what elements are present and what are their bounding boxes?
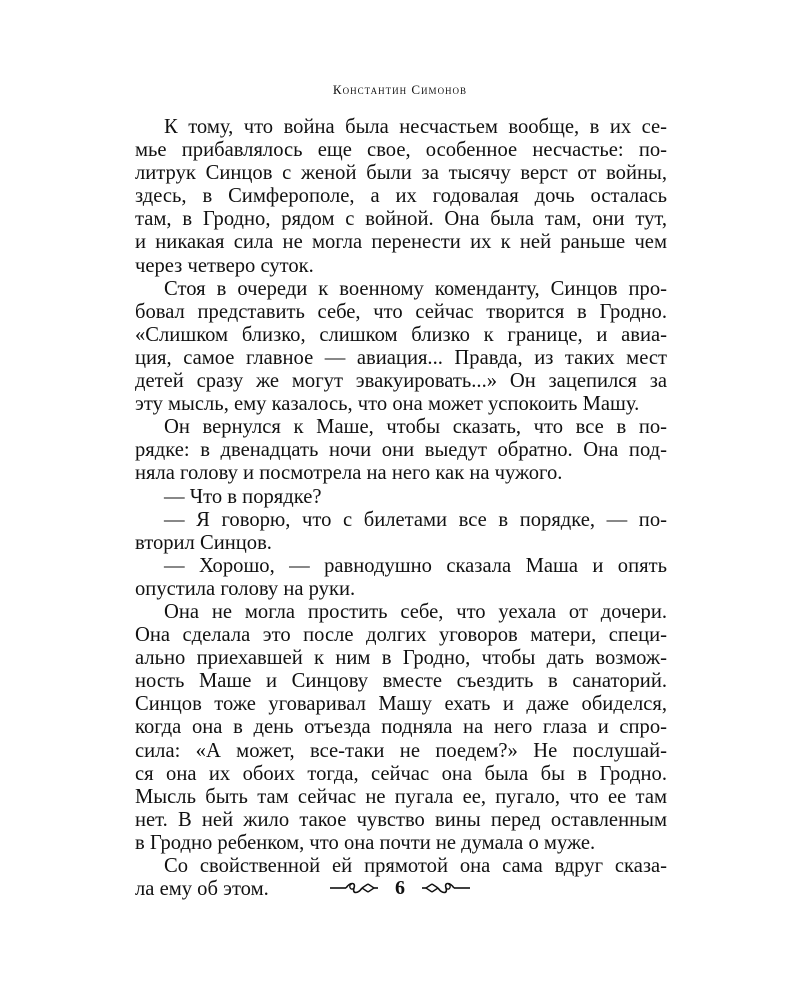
- text-line: ла ему об этом.: [135, 878, 269, 901]
- text-line: Она сделала это после долгих уговоров матери, специ-: [135, 624, 667, 647]
- text-line: там, в Гродно, рядом с войной. Она была там, они тут,: [135, 208, 667, 231]
- text-line: ально приехавшей к ним в Гродно, чтобы дать возмож-: [135, 647, 667, 670]
- page-number: 6: [395, 876, 405, 899]
- paragraph: [135, 278, 667, 417]
- text-line: и никакая сила не могла перенести их к ней раньше чем: [135, 231, 667, 254]
- paragraph: [135, 601, 667, 855]
- text-line: Стоя в очереди к военному коменданту, Синцов про-: [164, 277, 667, 300]
- text-line: в Гродно ребенком, что она почти не думала о муже.: [135, 831, 596, 854]
- body-text: [135, 116, 667, 901]
- text-line: ся она их обоих тогда, сейчас она была бы в Гродно.: [135, 762, 667, 785]
- right-ornament-icon: [420, 881, 472, 895]
- paragraph: [135, 116, 667, 278]
- text-line: опустила голову на руки.: [135, 577, 356, 600]
- text-line: вторил Синцов.: [135, 531, 272, 554]
- paragraph: [135, 486, 667, 509]
- text-line: — Я говорю, что с билетами все в порядке, — по-: [164, 508, 667, 531]
- text-line: «Слишком близко, слишком близко к границе, и авиа-: [135, 323, 667, 346]
- text-line: — Хорошо, — равнодушно сказала Маша и опять: [164, 554, 667, 577]
- text-line: через четверо суток.: [135, 254, 314, 277]
- text-line: — Что в порядке?: [164, 485, 322, 508]
- text-line: мье прибавлялось еще свое, особенное несчастье: по-: [135, 139, 667, 162]
- text-line: нет. В ней жило такое чувство вины перед оставленным: [135, 808, 667, 831]
- text-line: сила: «А может, все-таки не поедем?» Не послушай-: [135, 739, 667, 762]
- text-line: когда она в день отъезда подняла на него глаза и спро-: [135, 716, 667, 739]
- running-head: Константин Симонов: [332, 82, 468, 97]
- text-line: эту мысль, ему казалось, что она может успокоить Машу.: [135, 393, 640, 416]
- paragraph: [135, 416, 667, 485]
- text-line: Мысль быть там сейчас не пугала ее, пугало, что ее там: [135, 785, 667, 808]
- text-line: рядке: в двенадцать ночи они выедут обратно. Она под-: [135, 439, 667, 462]
- left-ornament-icon: [328, 881, 380, 895]
- paragraph: [135, 509, 667, 555]
- text-line: Он вернулся к Маше, чтобы сказать, что все в по-: [164, 416, 667, 439]
- folio: [0, 876, 800, 900]
- text-line: Синцов тоже уговаривал Машу ехать и даже обиделся,: [135, 693, 667, 716]
- text-line: ция, самое главное — авиация... Правда, из таких мест: [135, 346, 667, 369]
- text-line: К тому, что война была несчастьем вообще, в их се-: [164, 116, 667, 138]
- paragraph: [135, 555, 667, 601]
- text-line: ность Маше и Синцову вместе съездить в санаторий.: [135, 670, 667, 693]
- text-line: детей сразу же могут эвакуировать...» Он зацепился за: [135, 370, 667, 393]
- text-line: здесь, в Симферополе, а их годовалая дочь осталась: [135, 185, 667, 208]
- text-line: бовал представить себе, что сейчас творится в Гродно.: [135, 300, 667, 323]
- text-line: няла голову и посмотрела на него как на чужого.: [135, 462, 563, 485]
- text-line: Со свойственной ей прямотой она сама вдруг сказа-: [164, 855, 667, 877]
- text-line: Она не могла простить себе, что уехала от дочери.: [164, 600, 667, 623]
- text-line: литрук Синцов с женой были за тысячу верст от войны,: [135, 162, 667, 185]
